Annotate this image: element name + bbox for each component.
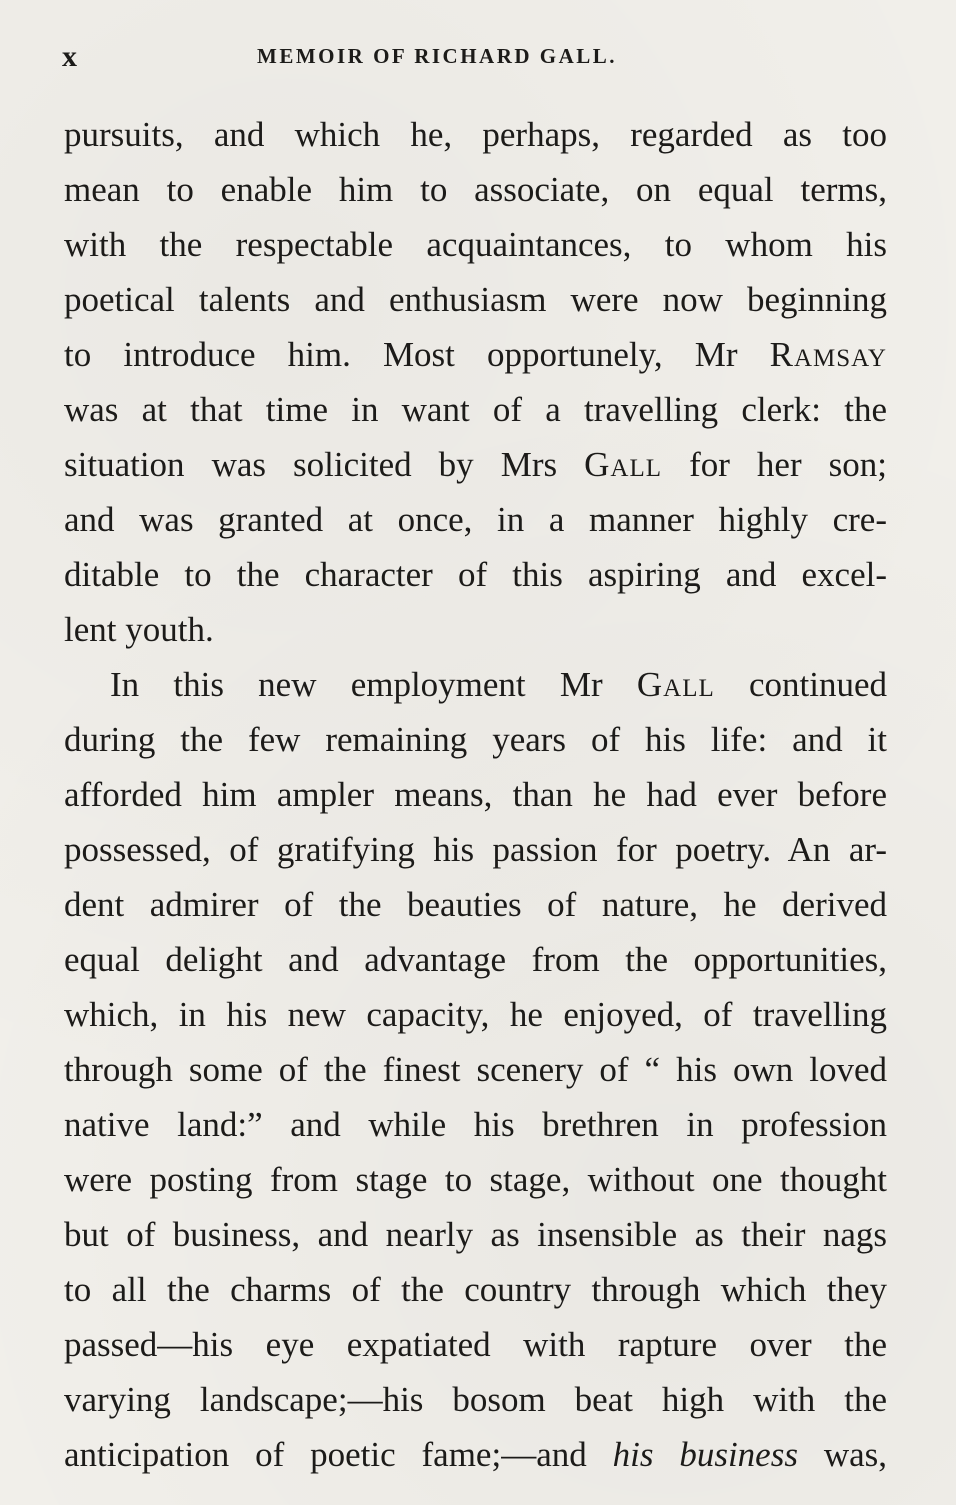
text-line: [64, 327, 887, 382]
text-run: situation was solicited by Mrs: [64, 445, 585, 484]
text-run: for her son;: [662, 445, 887, 484]
text-line: but of business, and nearly as insensible as their nags: [64, 1215, 887, 1254]
running-head: MEMOIR OF RICHARD GALL.: [257, 44, 618, 68]
text-line: mean to enable him to associate, on equal terms,: [64, 170, 887, 209]
text-line: through some of the finest scenery of “ his own loved: [64, 1050, 887, 1089]
text-run: In this new employment Mr: [110, 665, 637, 704]
text-line: was at that time in want of a travelling clerk: the: [64, 390, 887, 429]
body-text: [64, 107, 887, 1482]
text-run: to introduce him. Most opportunely, Mr: [64, 335, 770, 374]
text-line: with the respectable acquaintances, to whom his: [64, 225, 887, 264]
text-line: varying landscape;—his bosom beat high with the: [64, 1380, 887, 1419]
text-line: passed—his eye expatiated with rapture over the: [64, 1325, 887, 1364]
text-line: native land:” and while his brethren in profession: [64, 1105, 887, 1144]
text-line: and was granted at once, in a manner highly cre-: [64, 500, 887, 539]
text-line: were posting from stage to stage, without one thought: [64, 1160, 887, 1199]
text-run: continued: [714, 665, 887, 704]
text-line: during the few remaining years of his life: and it: [64, 720, 887, 759]
italic-phrase: his business: [612, 1435, 798, 1474]
text-run: anticipation of poetic fame;—and: [64, 1435, 613, 1474]
name-gall: Gall: [636, 665, 715, 704]
text-line: possessed, of gratifying his passion for poetry. An ar-: [64, 830, 887, 869]
text-line: [64, 437, 887, 492]
text-line: [64, 657, 887, 712]
text-line: poetical talents and enthusiasm were now beginning: [64, 280, 887, 319]
text-line: ditable to the character of this aspiring and excel-: [64, 555, 887, 594]
text-line: to all the charms of the country through which they: [64, 1270, 887, 1309]
page-number: x: [62, 40, 78, 73]
text-line: lent youth.: [64, 610, 214, 649]
text-line: which, in his new capacity, he enjoyed, of travelling: [64, 995, 887, 1034]
text-run: was,: [797, 1435, 888, 1474]
text-line: afforded him ampler means, than he had ever before: [64, 775, 887, 814]
text-line: equal delight and advantage from the opportunities,: [64, 940, 887, 979]
name-gall: Gall: [584, 445, 663, 484]
name-ramsay: Ramsay: [769, 335, 887, 374]
text-line: dent admirer of the beauties of nature, he derived: [64, 885, 887, 924]
text-line: pursuits, and which he, perhaps, regarded as too: [64, 115, 887, 154]
page-header: [62, 38, 892, 74]
text-line: [64, 1427, 887, 1482]
